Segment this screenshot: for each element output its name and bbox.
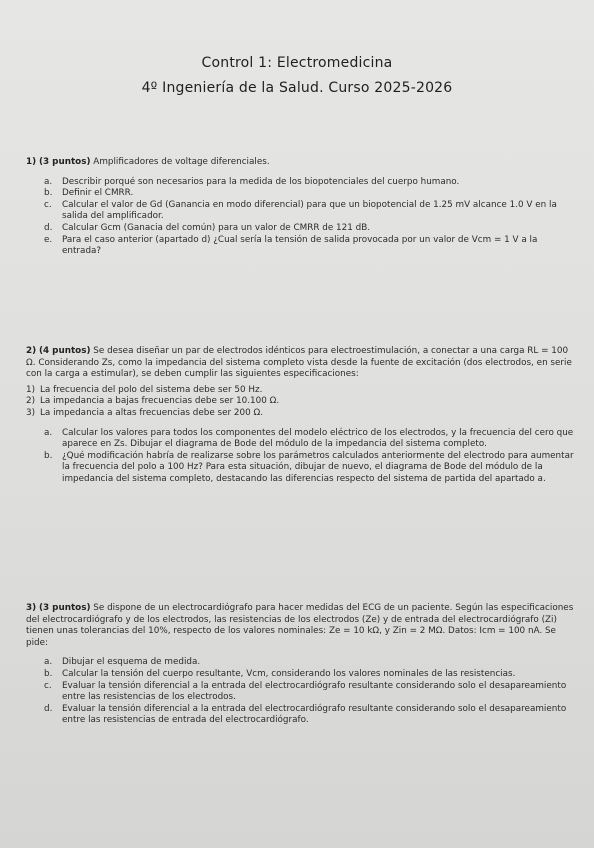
- question-intro: Amplificadores de voltage diferenciales.: [93, 157, 270, 167]
- requirement-number: 1): [26, 384, 36, 395]
- question-number: 1): [26, 157, 37, 167]
- list-item: [26, 681, 574, 704]
- list-item: [26, 385, 574, 397]
- item-text: Para el caso anterior (apartado d) ¿Cual sería la tensión de salida provocada por un valor de Vcm = 1 V a la entrada?: [62, 234, 538, 257]
- requirement-text: La impedancia a altas frecuencias debe ser 200 Ω.: [40, 407, 264, 418]
- item-text: Describir porqué son necesarios para la medida de los biopotenciales del cuerpo humano.: [62, 176, 460, 187]
- exam-title: Control 1: Electromedicina: [201, 55, 393, 71]
- item-text: Evaluar la tensión diferencial a la entrada del electrocardiógrafo resultante considerando solo el desapareamiento entre las resistencias de los electrodos.: [62, 680, 567, 703]
- list-item: [26, 200, 574, 223]
- question-number: 2): [26, 346, 37, 356]
- list-item: [26, 223, 574, 235]
- question-2-items: [26, 428, 574, 486]
- question-points: (3 puntos): [38, 603, 91, 613]
- item-letter: a.: [44, 657, 53, 668]
- item-letter: b.: [44, 450, 53, 461]
- question-points: (4 puntos): [38, 346, 91, 356]
- question-2-requirements: [26, 385, 574, 420]
- requirement-number: 2): [26, 396, 36, 407]
- question-number: 3): [26, 603, 37, 613]
- question-intro: Se desea diseñar un par de electrodos idénticos para electroestimulación, a conectar a una carga RL = 100 Ω. Considerando Zs, como la impedancia del sistema completo vista desde la fuente de excitación (dos electrodos, en serie con la carga a estimular), se deben cumplir las siguientes especificaciones:: [26, 346, 572, 380]
- exam-subtitle: 4º Ingeniería de la Salud. Curso 2025-2026: [141, 80, 453, 96]
- item-text: Definir el CMRR.: [62, 188, 134, 199]
- list-item: [26, 704, 574, 727]
- question-1-heading: [26, 157, 574, 169]
- item-text: ¿Qué modificación habría de realizarse sobre los parámetros calculados anteriormente del electrodo para aumentar la frecuencia del polo a 100 Hz? Para esta situación, dibujar de nuevo, el diagrama de Bode del módulo de la impedancia del sistema completo, destacando las diferencias respecto del sistema de partida del apartado a.: [62, 450, 574, 484]
- item-letter: c.: [44, 680, 52, 691]
- question-points: (3 puntos): [38, 157, 91, 167]
- item-text: Calcular los valores para todos los componentes del modelo eléctrico de los electrodos, y la frecuencia del cero que aparece en Zs. Dibujar el diagrama de Bode del módulo de la impedancia del sistema completo.: [62, 427, 574, 450]
- item-text: Dibujar el esquema de medida.: [62, 657, 201, 668]
- list-item: [26, 177, 574, 189]
- requirement-number: 3): [26, 407, 36, 418]
- question-intro: Se dispone de un electrocardiógrafo para hacer medidas del ECG de un paciente. Según las especificaciones del electrocardiógrafo y de los electrodos, las resistencias de los electrodos (Ze) y de entrada del electrocardiógrafo (Zi) tienen unas tolerancias del 10%, respecto de los valores nominales: Ze = 10 kΩ, y Zin = 2 MΩ. Datos: Icm = 100 nA. Se pide:: [26, 603, 574, 648]
- list-item: [26, 408, 574, 420]
- item-letter: a.: [44, 176, 53, 187]
- item-letter: a.: [44, 427, 53, 438]
- question-1-items: [26, 177, 574, 258]
- item-letter: b.: [44, 188, 53, 199]
- question-2: [26, 346, 574, 486]
- item-letter: d.: [44, 703, 53, 714]
- list-item: [26, 188, 574, 200]
- question-3-items: [26, 657, 574, 727]
- question-2-heading: [26, 346, 574, 381]
- item-letter: c.: [44, 199, 52, 210]
- item-text: Calcular el valor de Gd (Ganancia en modo diferencial) para que un biopotencial de 1.25 mV alcance 1.0 V en la salida del amplificador.: [62, 199, 557, 222]
- list-item: [26, 396, 574, 408]
- item-text: Calcular la tensión del cuerpo resultante, Vcm, considerando los valores nominales de las resistencias.: [62, 668, 516, 679]
- requirement-text: La impedancia a bajas frecuencias debe ser 10.100 Ω.: [40, 396, 280, 407]
- requirement-text: La frecuencia del polo del sistema debe ser 50 Hz.: [40, 384, 263, 395]
- list-item: [26, 669, 574, 681]
- question-1: [26, 157, 574, 258]
- item-text: Evaluar la tensión diferencial a la entrada del electrocardiógrafo resultante considerando solo el desapareamiento entre las resistencias de entrada del electrocardiógrafo.: [62, 703, 567, 726]
- item-letter: b.: [44, 668, 53, 679]
- list-item: [26, 657, 574, 669]
- list-item: [26, 451, 574, 486]
- list-item: [26, 235, 574, 258]
- question-3-heading: [26, 603, 574, 649]
- item-text: Calcular Gcm (Ganacia del común) para un valor de CMRR de 121 dB.: [62, 222, 371, 233]
- list-item: [26, 428, 574, 451]
- item-letter: d.: [44, 222, 53, 233]
- item-letter: e.: [44, 234, 53, 245]
- question-3: [26, 603, 574, 727]
